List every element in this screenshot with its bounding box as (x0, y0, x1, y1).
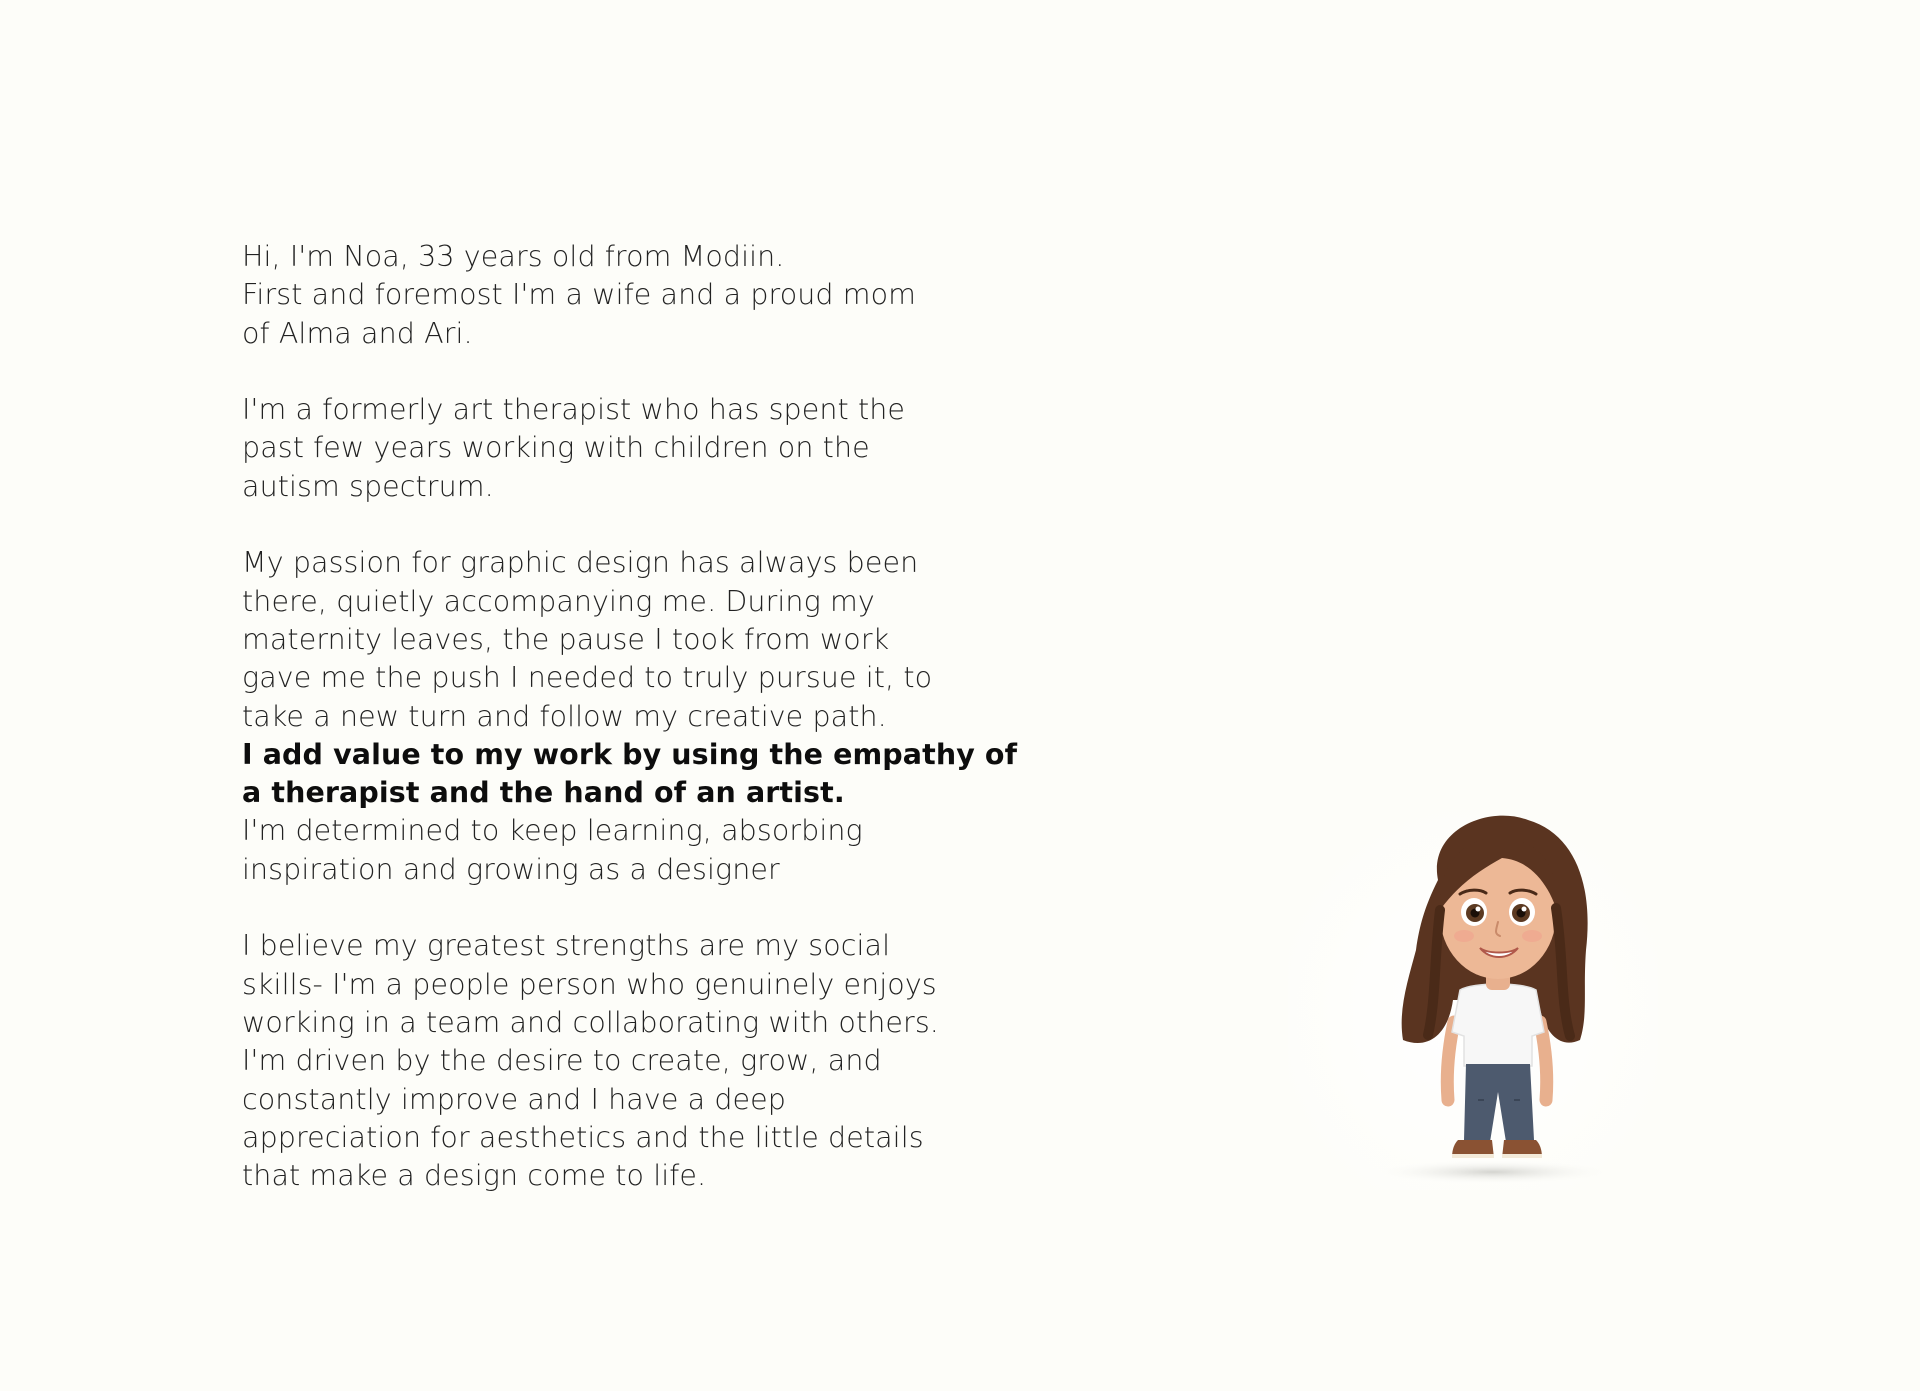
bio-line: I'm determined to keep learning, absorbing (242, 814, 863, 848)
bio-line: I'm a formerly art therapist who has spent the (242, 393, 906, 427)
bio-line: constantly improve and I have a deep (242, 1082, 787, 1116)
bio-line: skills- I'm a people person who genuinely enjoys (242, 967, 937, 1001)
bio-line: My passion for graphic design has always been (242, 546, 919, 580)
bio-line: working in a team and collaborating with others. (242, 1005, 939, 1039)
bio-line: I'm driven by the desire to create, grow, and (242, 1044, 882, 1078)
bio-line: maternity leaves, the pause I took from work (242, 622, 890, 656)
bio-line: take a new turn and follow my creative path. (242, 699, 887, 733)
bio-line: inspiration and growing as a designer (242, 852, 780, 886)
bio-line: gave me the push I needed to truly pursue it, to (242, 661, 933, 695)
bio-line: appreciation for aesthetics and the little details (242, 1120, 924, 1154)
bio-line: of Alma and Ari. (242, 316, 473, 350)
bio-line: autism spectrum. (242, 469, 494, 503)
bio-line: past few years working with children on the (242, 431, 870, 465)
bio-text (242, 238, 1018, 1195)
bio-highlight-line: I add value to my work by using the empathy of (242, 737, 1018, 771)
paragraph-gap (242, 889, 962, 927)
bio-line: Hi, I'm Noa, 33 years old from Modiin. (242, 240, 785, 273)
bio-highlight-line: a therapist and the hand of an artist. (242, 776, 845, 810)
bio-line: that make a design come to life. (242, 1159, 707, 1193)
cartoon-girl-avatar-icon (1288, 800, 1658, 1190)
bio-line: First and foremost I'm a wife and a proud mom (242, 278, 917, 312)
paragraph-gap (242, 353, 962, 391)
bio-line: there, quietly accompanying me. During my (242, 584, 875, 618)
bio-line: I believe my greatest strengths are my social (242, 929, 891, 963)
paragraph-gap (242, 506, 962, 544)
